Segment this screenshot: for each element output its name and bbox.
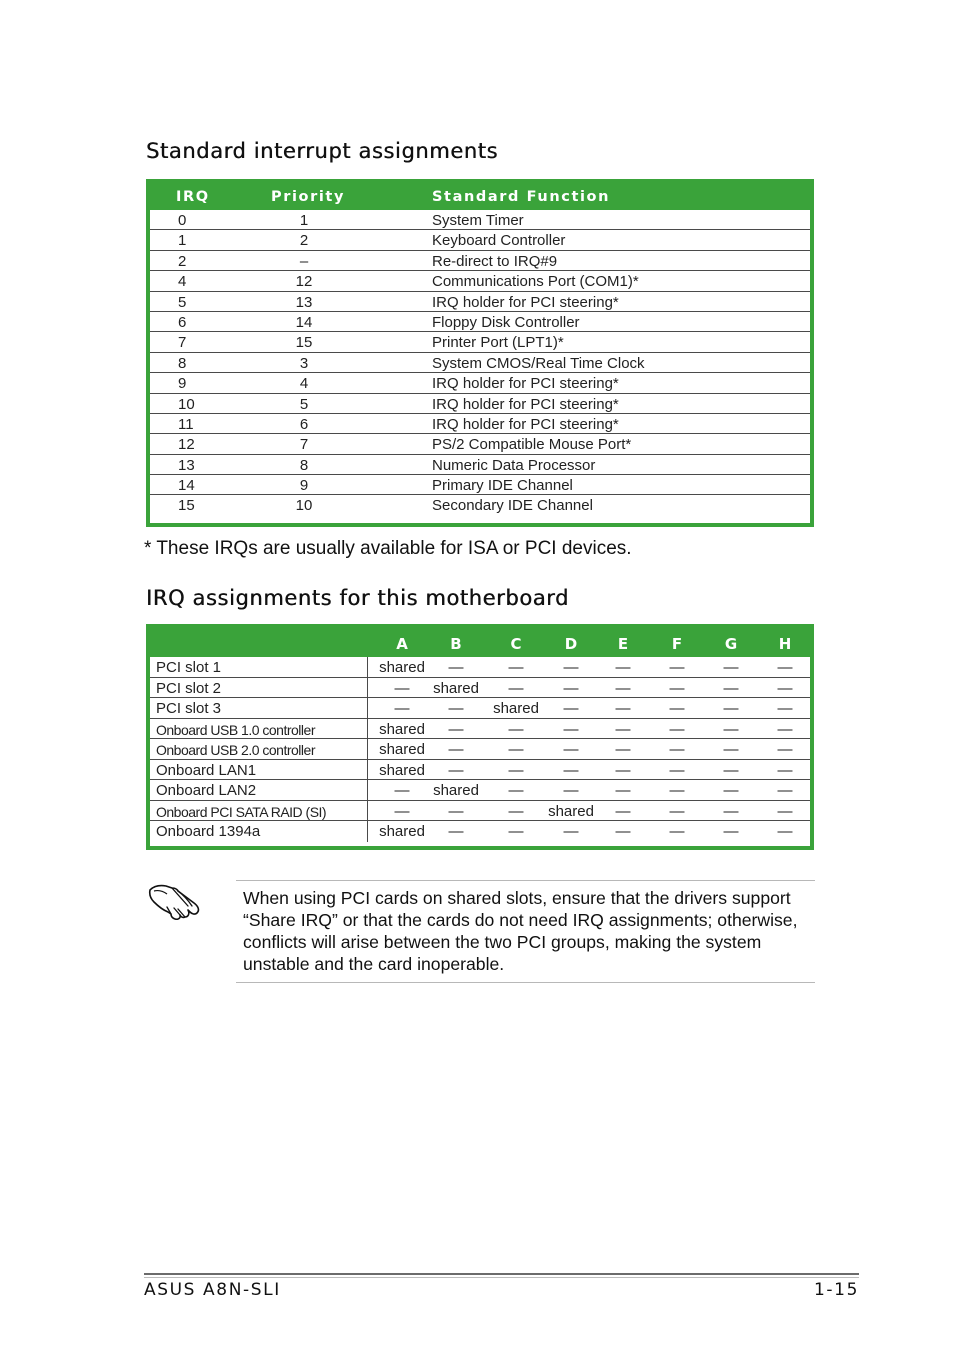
irq-assignment-cell: — [723, 700, 739, 717]
device-label: Onboard LAN2 [156, 782, 257, 799]
irq-cell: 0 [178, 212, 187, 229]
irq-assignment-cell: — [448, 761, 464, 779]
irq-assignment-cell: — [563, 700, 579, 717]
device-cell [150, 657, 368, 677]
priority-cell: 13 [295, 293, 313, 311]
irq-cell: 11 [178, 415, 194, 433]
footer-product-name: ASUS A8N-SLI [144, 1280, 281, 1300]
irq-assignment-cell: — [508, 720, 524, 738]
irq-cell: 4 [178, 273, 187, 291]
irq-assignment-cell: — [777, 782, 793, 799]
priority-cell: 2 [299, 232, 309, 250]
device-label: Onboard PCI SATA RAID (SI) [156, 803, 327, 820]
irq-assignment-cell: — [563, 659, 579, 676]
priority-cell: 7 [299, 436, 309, 454]
table-row [150, 698, 810, 719]
priority-cell: 9 [299, 477, 309, 495]
device-cell [150, 821, 368, 842]
irq-assignment-cell: — [563, 761, 579, 779]
priority-cell: 10 [295, 497, 313, 515]
irq-cell: 5 [178, 293, 187, 311]
irq-assignment-cell: — [448, 823, 464, 840]
irq-assignment-cell: — [669, 741, 685, 758]
irq-assignment-cell: — [669, 679, 685, 697]
irq-assignment-cell: shared [433, 782, 479, 799]
table-row [150, 414, 810, 434]
table-row [150, 292, 810, 312]
priority-cell: 1 [299, 212, 309, 229]
irq-assignment-cell: shared [379, 741, 425, 758]
irq-assignment-cell: — [723, 823, 739, 840]
irq-assignment-cell: — [777, 761, 793, 779]
column-header-c: C [510, 635, 522, 653]
irq-assignment-cell: — [563, 741, 579, 758]
table-row [150, 801, 810, 822]
irq-assignment-cell: shared [433, 679, 479, 697]
irq-assignment-cell: — [563, 823, 579, 840]
priority-cell: 14 [295, 313, 313, 331]
table-row [150, 719, 810, 740]
irq-cell: 7 [178, 334, 187, 352]
function-cell: Keyboard Controller [432, 232, 566, 250]
footnote: * These IRQs are usually available for ISA or PCI devices. [144, 538, 632, 559]
column-header-f: F [671, 635, 683, 653]
device-label: Onboard USB 1.0 controller [156, 721, 315, 738]
table-row [150, 657, 810, 678]
irq-assignment-cell: shared [548, 802, 594, 820]
column-header-irq: IRQ [176, 189, 210, 205]
table-row [150, 495, 810, 515]
column-header-a: A [396, 635, 408, 653]
function-cell: IRQ holder for PCI steering* [432, 395, 619, 413]
irq-assignment-cell: — [777, 823, 793, 840]
note-text: When using PCI cards on shared slots, ensure that the drivers support “Share IRQ” or that the cards do not need IRQ assignments; otherwise, conflicts will arise between the two PCI groups, making the system unstable and the card inoperable. [243, 888, 798, 974]
table-row [150, 434, 810, 454]
table-row [150, 678, 810, 699]
irq-assignment-cell: — [669, 761, 685, 779]
irq-assignment-cell: shared [379, 720, 425, 738]
irq-cell: 6 [178, 313, 187, 331]
irq-assignment-cell: — [777, 802, 793, 820]
table-row [150, 312, 810, 332]
irq-assignment-cell: — [723, 741, 739, 758]
irq-cell: 9 [178, 375, 187, 393]
irq-assignment-cell: — [615, 720, 631, 738]
section-title-standard-interrupts: Standard interrupt assignments [146, 139, 499, 163]
irq-assignment-cell: — [508, 679, 524, 697]
table-row [150, 251, 810, 271]
irq-assignment-cell: — [723, 659, 739, 676]
irq-cell: 8 [178, 354, 187, 372]
function-cell: PS/2 Compatible Mouse Port* [432, 436, 632, 454]
table-row [150, 475, 810, 495]
device-label: PCI slot 2 [156, 679, 222, 697]
device-cell [150, 739, 368, 759]
irq-assignment-cell: — [615, 823, 631, 840]
irq-cell: 10 [178, 395, 195, 413]
irq-assignment-cell: — [563, 679, 579, 697]
irq-assignment-cell: — [615, 741, 631, 758]
irq-assignment-cell: — [508, 782, 524, 799]
device-cell [150, 698, 368, 718]
irq-cell: 13 [178, 456, 195, 474]
function-cell: IRQ holder for PCI steering* [432, 293, 619, 311]
irq-assignment-cell: — [563, 782, 579, 799]
irq-assignment-cell: — [669, 720, 685, 738]
standard-interrupt-table [146, 179, 814, 527]
column-header-g: G [724, 635, 738, 653]
irq-assignment-cell: — [723, 720, 739, 738]
function-cell: Secondary IDE Channel [432, 497, 593, 515]
function-cell: Re-direct to IRQ#9 [432, 252, 558, 270]
table-row [150, 332, 810, 352]
function-cell: Printer Port (LPT1)* [432, 334, 564, 352]
table-row [150, 210, 810, 230]
column-header-priority: Priority [271, 189, 346, 205]
function-cell: System Timer [432, 212, 524, 229]
column-header-e: E [617, 635, 629, 653]
irq-cell: 1 [178, 232, 187, 250]
irq-assignment-cell: — [615, 761, 631, 779]
note-divider-top [236, 880, 815, 881]
table-row [150, 455, 810, 475]
footer-page-number: 1-15 [814, 1280, 859, 1300]
irq-assignment-cell: — [723, 679, 739, 697]
irq-assignment-cell: — [669, 782, 685, 799]
table-row [150, 230, 810, 250]
priority-cell: 3 [299, 354, 309, 372]
irq-assignment-cell: — [615, 679, 631, 697]
irq-assignment-cell: — [615, 700, 631, 717]
priority-cell: 5 [299, 395, 309, 413]
function-cell: Primary IDE Channel [432, 477, 573, 495]
function-cell: IRQ holder for PCI steering* [432, 415, 619, 433]
function-cell: IRQ holder for PCI steering* [432, 375, 619, 393]
irq-assignment-cell: — [508, 802, 524, 820]
irq-assignment-cell: — [394, 802, 410, 820]
device-label: PCI slot 1 [156, 659, 222, 676]
irq-assignment-cell: — [777, 700, 793, 717]
priority-cell: – [299, 252, 309, 270]
column-header-function: Standard Function [432, 189, 611, 205]
irq-assignment-cell: — [777, 741, 793, 758]
irq-cell: 15 [178, 497, 195, 515]
irq-assignment-cell: — [777, 659, 793, 676]
device-cell [150, 780, 368, 800]
column-header-b: B [450, 635, 462, 653]
priority-cell: 8 [299, 456, 309, 474]
irq-assignment-cell: — [394, 782, 410, 799]
irq-assignment-cell: shared [493, 700, 539, 717]
irq-assignment-cell: — [777, 679, 793, 697]
table-body [150, 657, 810, 846]
irq-assignment-cell: — [563, 720, 579, 738]
device-cell [150, 719, 368, 739]
device-cell [150, 678, 368, 698]
priority-cell: 12 [295, 273, 313, 291]
table-header [146, 624, 814, 656]
irq-assignment-cell: — [615, 802, 631, 820]
priority-cell: 15 [295, 334, 313, 352]
irq-cell: 12 [178, 436, 195, 454]
device-label: Onboard 1394a [156, 823, 261, 840]
table-row [150, 821, 810, 842]
irq-assignment-cell: — [669, 802, 685, 820]
irq-assignment-cell: — [615, 782, 631, 799]
irq-assignment-cell: shared [379, 823, 425, 840]
section-title-motherboard-irq: IRQ assignments for this motherboard [146, 586, 569, 610]
device-cell [150, 801, 368, 821]
table-row [150, 373, 810, 393]
column-header-d: D [564, 635, 578, 653]
irq-assignment-cell: — [508, 823, 524, 840]
irq-assignment-cell: — [669, 823, 685, 840]
device-label: Onboard LAN1 [156, 761, 257, 779]
table-row [150, 353, 810, 373]
irq-assignment-cell: — [448, 659, 464, 676]
irq-assignment-cell: — [508, 659, 524, 676]
irq-assignment-cell: — [508, 741, 524, 758]
irq-assignment-cell: — [723, 782, 739, 799]
table-body [150, 210, 810, 523]
column-header-h: H [778, 635, 792, 653]
priority-cell: 4 [299, 375, 309, 393]
table-row [150, 739, 810, 760]
irq-assignment-cell: — [723, 761, 739, 779]
irq-assignment-cell: — [615, 659, 631, 676]
irq-assignment-cell: — [777, 720, 793, 738]
irq-assignment-cell: — [508, 761, 524, 779]
irq-assignment-cell: — [394, 679, 410, 697]
irq-assignment-cell: — [448, 720, 464, 738]
irq-assignment-cell: shared [379, 659, 425, 676]
function-cell: Numeric Data Processor [432, 456, 596, 474]
table-row [150, 760, 810, 781]
footer-divider [144, 1273, 859, 1275]
device-label: PCI slot 3 [156, 700, 222, 717]
hand-pointing-icon [148, 876, 202, 920]
table-row [150, 394, 810, 414]
table-row [150, 780, 810, 801]
irq-cell: 2 [178, 252, 187, 270]
irq-assignment-cell: — [669, 659, 685, 676]
table-header [146, 179, 814, 209]
priority-cell: 6 [299, 415, 309, 433]
irq-assignment-cell: shared [379, 761, 425, 779]
device-label: Onboard USB 2.0 controller [156, 742, 315, 758]
function-cell: Floppy Disk Controller [432, 313, 580, 331]
irq-assignment-cell: — [394, 700, 410, 717]
irq-cell: 14 [178, 477, 195, 495]
table-row [150, 271, 810, 291]
footer-divider-thin [144, 1277, 859, 1278]
device-cell [150, 760, 368, 780]
irq-assignment-cell: — [448, 700, 464, 717]
irq-assignment-cell: — [669, 700, 685, 717]
irq-assignment-cell: — [723, 802, 739, 820]
function-cell: System CMOS/Real Time Clock [432, 354, 645, 372]
function-cell: Communications Port (COM1)* [432, 273, 639, 291]
note-divider-bottom [236, 982, 815, 983]
irq-assignment-cell: — [448, 802, 464, 820]
motherboard-irq-table [146, 624, 814, 850]
irq-assignment-cell: — [448, 741, 464, 758]
